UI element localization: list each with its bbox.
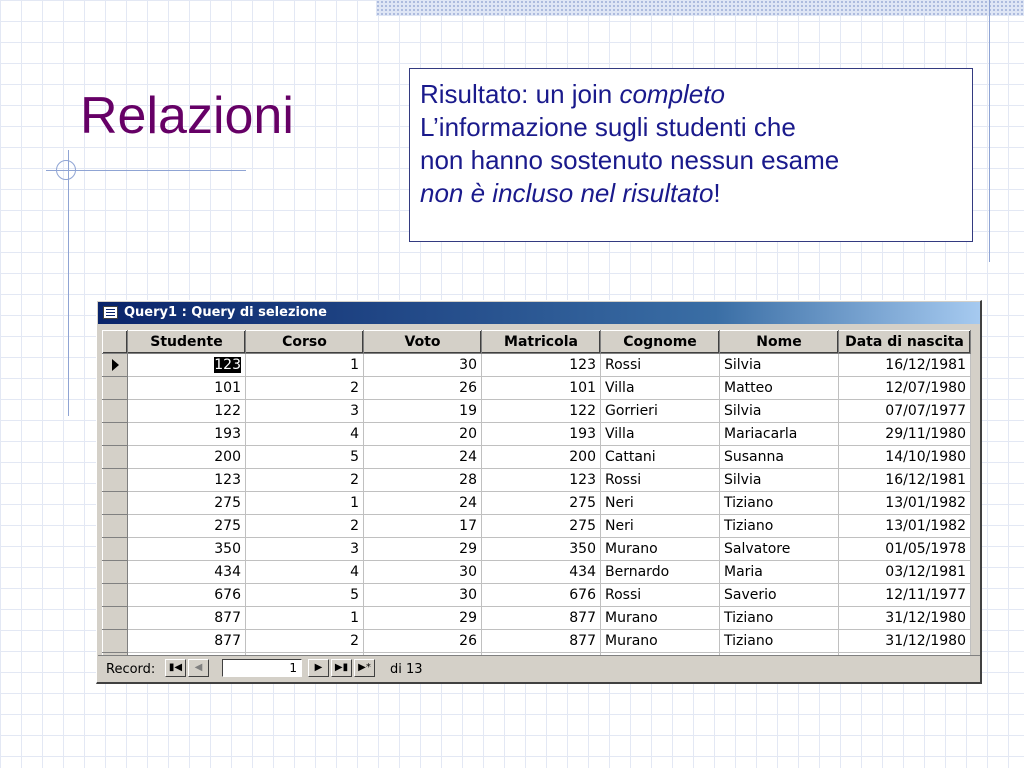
record-selector[interactable]	[103, 469, 128, 492]
note-line-4-emphasis: non è incluso nel risultato	[420, 178, 714, 208]
table-row[interactable]	[103, 561, 971, 584]
last-record-button[interactable]: ▶▮	[331, 659, 352, 677]
cell-nome[interactable]: Silvia	[720, 354, 839, 377]
cell-cognome[interactable]: Rossi	[601, 354, 720, 377]
note-line-1	[420, 78, 962, 111]
cell-voto[interactable]: 17	[364, 515, 482, 538]
column-header-corso[interactable]: Corso	[246, 331, 364, 354]
cell-cognome[interactable]: Villa	[601, 377, 720, 400]
query-window	[96, 300, 982, 684]
note-line-1-text: Risultato: un join	[420, 79, 620, 109]
cell-cognome[interactable]: Neri	[601, 515, 720, 538]
decorative-line-left	[68, 150, 69, 416]
table-row[interactable]	[103, 354, 971, 377]
select-all-corner[interactable]	[103, 331, 128, 354]
cell-data-di-nascita[interactable]: 16/12/1981	[839, 469, 971, 492]
cell-studente[interactable]: 123	[128, 469, 246, 492]
table-row[interactable]	[103, 515, 971, 538]
table-row[interactable]	[103, 492, 971, 515]
cell-voto[interactable]: 24	[364, 492, 482, 515]
cell-nome[interactable]: Matteo	[720, 377, 839, 400]
cell-nome[interactable]: Tiziano	[720, 515, 839, 538]
cell-cognome[interactable]: Villa	[601, 423, 720, 446]
slide-title: Relazioni	[80, 87, 294, 145]
table-row[interactable]	[103, 446, 971, 469]
cell-voto[interactable]: 30	[364, 561, 482, 584]
cell-cognome[interactable]: Murano	[601, 538, 720, 561]
cell-matricola[interactable]: 676	[482, 584, 601, 607]
cell-nome[interactable]: Silvia	[720, 400, 839, 423]
cell-data-di-nascita[interactable]: 07/07/1977	[839, 400, 971, 423]
current-record-input[interactable]: 1	[222, 659, 302, 677]
table-row[interactable]	[103, 469, 971, 492]
cell-data-di-nascita[interactable]: 12/11/1977	[839, 584, 971, 607]
cell-corso[interactable]: 2	[246, 515, 364, 538]
cell-studente[interactable]: 877	[128, 607, 246, 630]
cell-corso[interactable]: 3	[246, 538, 364, 561]
cell-corso[interactable]: 1	[246, 492, 364, 515]
cell-studente[interactable]: 275	[128, 492, 246, 515]
cell-nome[interactable]: Susanna	[720, 446, 839, 469]
cell-studente[interactable]: 275	[128, 515, 246, 538]
cell-voto[interactable]: 28	[364, 469, 482, 492]
cell-matricola[interactable]: 275	[482, 492, 601, 515]
record-selector[interactable]	[103, 538, 128, 561]
note-line-2: L’informazione sugli studenti che	[420, 112, 796, 142]
cell-corso[interactable]: 5	[246, 584, 364, 607]
record-label: Record:	[106, 662, 156, 677]
cell-nome[interactable]: Maria	[720, 561, 839, 584]
cell-data-di-nascita[interactable]: 31/12/1980	[839, 607, 971, 630]
table-row[interactable]	[103, 400, 971, 423]
cell-data-di-nascita[interactable]: 13/01/1982	[839, 515, 971, 538]
cell-data-di-nascita[interactable]: 14/10/1980	[839, 446, 971, 469]
cell-voto[interactable]: 29	[364, 538, 482, 561]
cell-matricola[interactable]: 101	[482, 377, 601, 400]
next-record-button[interactable]: ▶	[308, 659, 329, 677]
header-row	[103, 331, 971, 354]
table-row[interactable]	[103, 423, 971, 446]
cell-cognome[interactable]: Rossi	[601, 469, 720, 492]
record-total: di 13	[390, 662, 423, 677]
new-record-button[interactable]: ▶*	[354, 659, 375, 677]
cell-data-di-nascita[interactable]: 31/12/1980	[839, 630, 971, 653]
selected-cell-text: 123	[214, 357, 241, 373]
cell-studente[interactable]: 200	[128, 446, 246, 469]
note-line-3: non hanno sostenuto nessun esame	[420, 145, 840, 175]
table-row[interactable]	[103, 377, 971, 400]
record-selector[interactable]	[103, 423, 128, 446]
cell-cognome[interactable]: Murano	[601, 630, 720, 653]
window-titlebar[interactable]	[98, 302, 980, 324]
cell-data-di-nascita[interactable]: 03/12/1981	[839, 561, 971, 584]
cell-matricola[interactable]: 123	[482, 469, 601, 492]
cell-corso[interactable]: 1	[246, 354, 364, 377]
cell-matricola[interactable]: 123	[482, 354, 601, 377]
cell-studente[interactable]: 122	[128, 400, 246, 423]
column-header-matricola[interactable]: Matricola	[482, 331, 601, 354]
decorative-line-right	[989, 0, 990, 262]
record-selector[interactable]	[103, 630, 128, 653]
decorative-circle	[56, 160, 76, 180]
record-selector[interactable]	[103, 377, 128, 400]
table-row[interactable]	[103, 538, 971, 561]
record-selector[interactable]	[103, 354, 128, 377]
cell-voto[interactable]: 19	[364, 400, 482, 423]
cell-data-di-nascita[interactable]: 16/12/1981	[839, 354, 971, 377]
cell-data-di-nascita[interactable]: 29/11/1980	[839, 423, 971, 446]
column-header-voto[interactable]: Voto	[364, 331, 482, 354]
cell-nome[interactable]: Tiziano	[720, 630, 839, 653]
cell-corso[interactable]: 2	[246, 630, 364, 653]
record-selector[interactable]	[103, 515, 128, 538]
cell-corso[interactable]: 3	[246, 400, 364, 423]
cell-corso[interactable]: 2	[246, 377, 364, 400]
first-record-button[interactable]: ▮◀	[165, 659, 186, 677]
cell-studente[interactable]: 434	[128, 561, 246, 584]
cell-corso[interactable]: 1	[246, 607, 364, 630]
table-row[interactable]	[103, 607, 971, 630]
record-selector[interactable]	[103, 400, 128, 423]
cell-nome[interactable]: Mariacarla	[720, 423, 839, 446]
cell-voto[interactable]: 29	[364, 607, 482, 630]
cell-cognome[interactable]: Neri	[601, 492, 720, 515]
column-header-nome[interactable]: Nome	[720, 331, 839, 354]
record-navigation-bar	[98, 655, 980, 682]
cell-nome[interactable]: Tiziano	[720, 607, 839, 630]
cell-voto[interactable]: 30	[364, 584, 482, 607]
cell-data-di-nascita[interactable]: 13/01/1982	[839, 492, 971, 515]
decorative-top-band	[376, 0, 1024, 16]
cell-studente[interactable]: 101	[128, 377, 246, 400]
cell-nome[interactable]: Silvia	[720, 469, 839, 492]
cell-cognome[interactable]: Cattani	[601, 446, 720, 469]
record-selector[interactable]	[103, 561, 128, 584]
column-header-data-di-nascita[interactable]: Data di nascita	[839, 331, 971, 354]
cell-cognome[interactable]: Gorrieri	[601, 400, 720, 423]
record-selector[interactable]	[103, 607, 128, 630]
cell-matricola[interactable]: 877	[482, 607, 601, 630]
cell-corso[interactable]: 4	[246, 561, 364, 584]
cell-nome[interactable]: Tiziano	[720, 492, 839, 515]
cell-cognome[interactable]: Murano	[601, 607, 720, 630]
record-selector[interactable]	[103, 446, 128, 469]
cell-matricola[interactable]: 275	[482, 515, 601, 538]
column-header-studente[interactable]: Studente	[128, 331, 246, 354]
table-row[interactable]	[103, 584, 971, 607]
cell-voto[interactable]: 30	[364, 354, 482, 377]
cell-studente[interactable]	[128, 354, 246, 377]
cell-voto[interactable]: 26	[364, 630, 482, 653]
cell-matricola[interactable]: 193	[482, 423, 601, 446]
cell-voto[interactable]: 24	[364, 446, 482, 469]
datasheet-icon	[103, 306, 118, 319]
cell-corso[interactable]: 4	[246, 423, 364, 446]
cell-matricola[interactable]: 350	[482, 538, 601, 561]
note-line-4-suffix: !	[713, 178, 721, 208]
cell-studente[interactable]: 193	[128, 423, 246, 446]
cell-matricola[interactable]: 434	[482, 561, 601, 584]
cell-voto[interactable]: 20	[364, 423, 482, 446]
cell-cognome[interactable]: Rossi	[601, 584, 720, 607]
cell-nome[interactable]: Salvatore	[720, 538, 839, 561]
cell-cognome[interactable]: Bernardo	[601, 561, 720, 584]
cell-studente[interactable]: 676	[128, 584, 246, 607]
cell-studente[interactable]: 350	[128, 538, 246, 561]
window-title: Query1 : Query di selezione	[124, 305, 327, 320]
cell-voto[interactable]: 26	[364, 377, 482, 400]
record-selector[interactable]	[103, 584, 128, 607]
note-textbox	[409, 68, 973, 242]
decorative-title-underline	[46, 170, 246, 171]
cell-studente[interactable]: 877	[128, 630, 246, 653]
column-header-cognome[interactable]: Cognome	[601, 331, 720, 354]
previous-record-button[interactable]: ◀	[188, 659, 209, 677]
cell-corso[interactable]: 5	[246, 446, 364, 469]
cell-data-di-nascita[interactable]: 01/05/1978	[839, 538, 971, 561]
cell-nome[interactable]: Saverio	[720, 584, 839, 607]
note-line-1-emphasis: completo	[619, 79, 725, 109]
cell-matricola[interactable]: 877	[482, 630, 601, 653]
datasheet-grid	[102, 330, 971, 660]
table-row[interactable]	[103, 630, 971, 653]
current-record-pointer-icon	[112, 359, 119, 371]
record-selector[interactable]	[103, 492, 128, 515]
cell-corso[interactable]: 2	[246, 469, 364, 492]
cell-matricola[interactable]: 122	[482, 400, 601, 423]
cell-data-di-nascita[interactable]: 12/07/1980	[839, 377, 971, 400]
cell-matricola[interactable]: 200	[482, 446, 601, 469]
note-line-4	[420, 177, 962, 210]
